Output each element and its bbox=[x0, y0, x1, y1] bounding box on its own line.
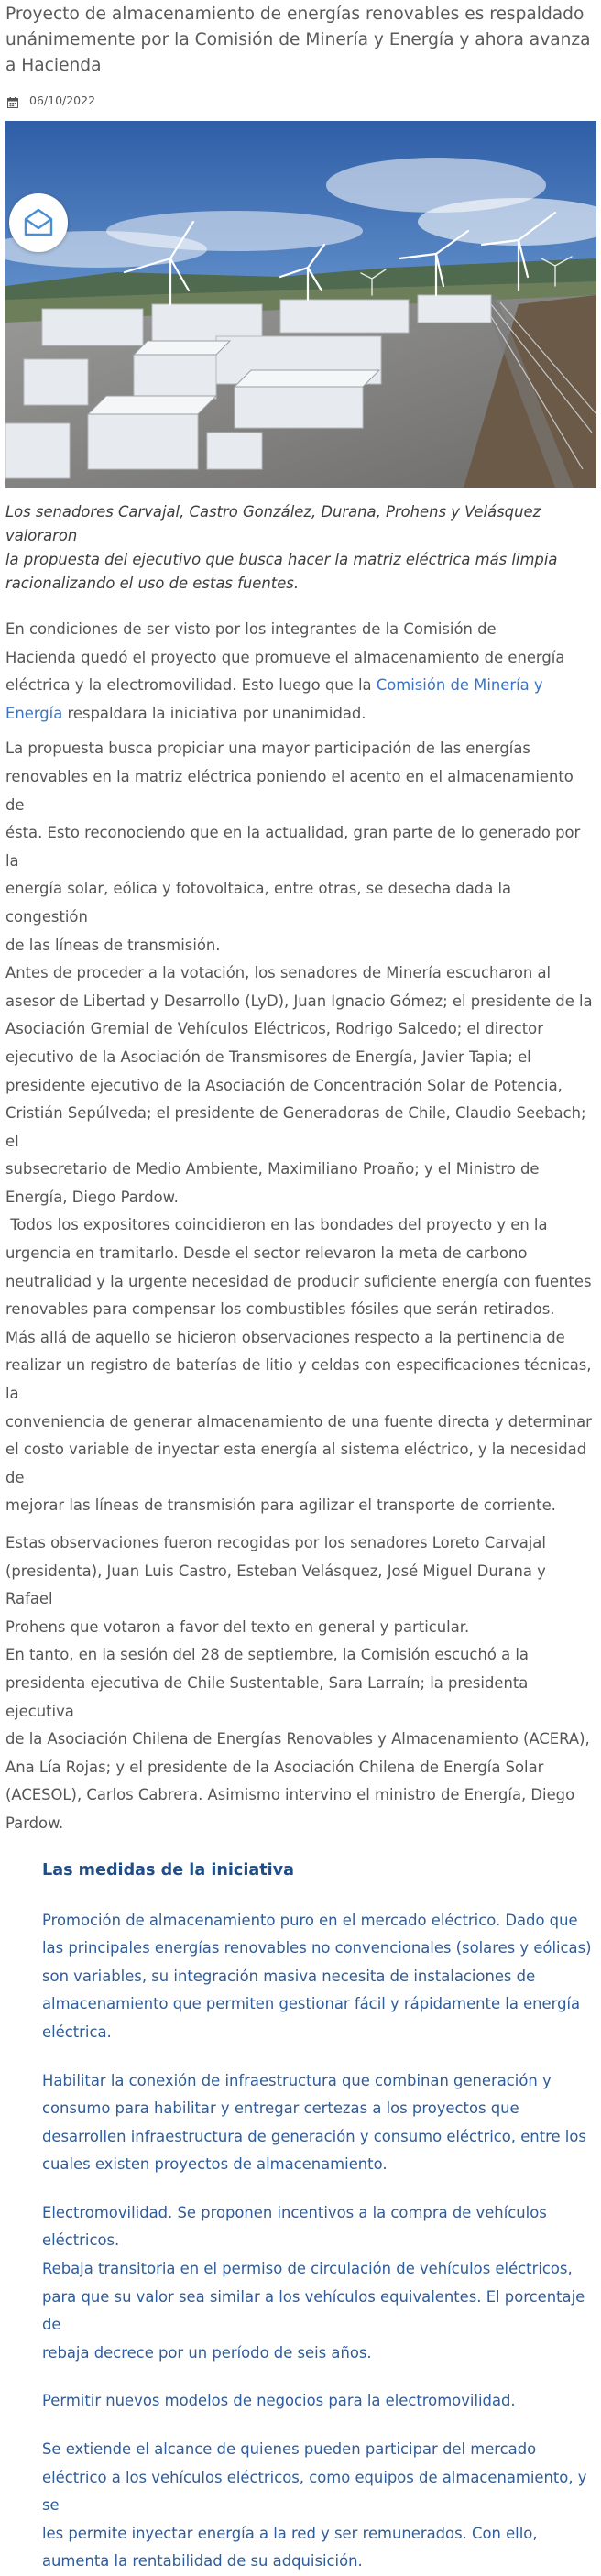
caption-line: la propuesta del ejecutivo que busca hacer la matriz eléctrica más limpia bbox=[5, 551, 558, 568]
link-text[interactable]: Energía bbox=[5, 704, 63, 722]
text-line: de las líneas de transmisión. bbox=[5, 936, 221, 954]
text-line: En tanto, en la sesión del 28 de septiembre, la Comisión escuchó a la bbox=[5, 1646, 529, 1664]
text-line: Más allá de aquello se hicieron observaciones respecto a la pertinencia de bbox=[5, 1328, 565, 1346]
text-line: Rebaja transitoria en el permiso de circulación de vehículos eléctricos, bbox=[42, 2260, 573, 2278]
text-line: de la Asociación Chilena de Energías Renovables y Almacenamiento (ACERA), bbox=[5, 1730, 590, 1748]
text-line: presidente ejecutivo de la Asociación de Concentración Solar de Potencia, bbox=[5, 1076, 563, 1094]
text-line: mejorar las líneas de transmisión para agilizar el transporte de corriente. bbox=[5, 1496, 556, 1515]
title-line: unánimemente por la Comisión de Minería y Energía y ahora avanza bbox=[5, 30, 591, 49]
measure-item bbox=[42, 2436, 592, 2576]
text-line: Estas observaciones fueron recogidas por los senadores Loreto Carvajal bbox=[5, 1534, 546, 1551]
publish-date: 06/10/2022 bbox=[29, 93, 96, 107]
text-line: cuales existen proyectos de almacenamiento. bbox=[42, 2155, 388, 2174]
text-line: Promoción de almacenamiento puro en el mercado eléctrico. Dado que bbox=[42, 1911, 578, 1929]
text-line: respaldara la iniciativa por unanimidad. bbox=[62, 704, 366, 722]
text-line: el costo variable de inyectar esta energía al sistema eléctrico, y la necesidad de bbox=[5, 1441, 587, 1486]
text-line: son variables, su integración masiva necesita de instalaciones de bbox=[42, 1967, 536, 1985]
text-line: Ana Lía Rojas; y el presidente de la Asociación Chilena de Energía Solar bbox=[5, 1758, 544, 1776]
text-line: ejecutivo de la Asociación de Transmisores de Energía, Javier Tapia; el bbox=[5, 1047, 531, 1066]
text-line: Se extiende el alcance de quienes pueden participar del mercado bbox=[42, 2440, 537, 2459]
text-line: (ACESOL), Carlos Cabrera. Asimismo intervino el ministro de Energía, Diego bbox=[5, 1786, 575, 1804]
text-line: almacenamiento que permiten gestionar fácil y rápidamente la energía bbox=[42, 1995, 581, 2013]
share-email-button[interactable] bbox=[9, 193, 68, 252]
text-line: Asociación Gremial de Vehículos Eléctricos, Rodrigo Salcedo; el director bbox=[5, 1020, 543, 1038]
text-line: eléctrica y la electromovilidad. Esto luego que la bbox=[5, 676, 377, 695]
text-line: desarrollen infraestructura de generación y consumo eléctrico, entre los bbox=[42, 2127, 586, 2145]
title-line: Proyecto de almacenamiento de energías renovables es respaldado bbox=[5, 5, 585, 24]
text-line: presidenta ejecutiva de Chile Sustentable, Sara Larraín; la presidenta ejecutiva bbox=[5, 1673, 529, 1720]
paragraph-proposal bbox=[5, 735, 596, 1520]
calendar-icon bbox=[7, 94, 18, 105]
text-line: realizar un registro de baterías de litio y celdas con especificaciones técnicas, la bbox=[5, 1356, 592, 1403]
text-line: Habilitar la conexión de infraestructura que combinan generación y bbox=[42, 2071, 552, 2089]
text-line: Electromovilidad. Se proponen incentivos a la compra de vehículos bbox=[42, 2203, 547, 2221]
text-line: En condiciones de ser visto por los integrantes de la Comisión de bbox=[5, 620, 497, 638]
text-line: Prohens que votaron a favor del texto en general y particular. bbox=[5, 1617, 470, 1636]
text-line: aumenta la rentabilidad de su adquisición. bbox=[42, 2552, 363, 2571]
text-line: Pardow. bbox=[5, 1814, 64, 1832]
text-line: Todos los expositores coincidieron en las bondades del proyecto y en la bbox=[5, 1216, 548, 1234]
title-line: a Hacienda bbox=[5, 56, 102, 75]
article-title bbox=[0, 0, 601, 79]
text-line: renovables en la matriz eléctrica poniendo el acento en el almacenamiento de bbox=[5, 767, 574, 814]
measure-item bbox=[42, 1907, 592, 2047]
text-line: neutralidad y la urgente necesidad de producir suficiente energía con fuentes bbox=[5, 1272, 592, 1290]
measures-section bbox=[0, 1858, 601, 2576]
text-line: las principales energías renovables no convencionales (solares y eólicas) bbox=[42, 1939, 592, 1957]
text-line: Hacienda quedó el proyecto que promueve el almacenamiento de energía bbox=[5, 648, 565, 666]
text-line: renovables para compensar los combustibles fósiles que serán retirados. bbox=[5, 1300, 555, 1319]
text-line: energía solar, eólica y fotovoltaica, entre otras, se desecha dada la congestión bbox=[5, 880, 512, 926]
paragraph-observations bbox=[5, 1529, 596, 1838]
text-line: Energía, Diego Pardow. bbox=[5, 1188, 179, 1206]
text-line: asesor de Libertad y Desarrollo (LyD), Juan Ignacio Gómez; el presidente de la bbox=[5, 992, 593, 1010]
text-line: subsecretario de Medio Ambiente, Maximiliano Proaño; y el Ministro de bbox=[5, 1160, 540, 1178]
text-line: consumo para habilitar y entregar certezas a los proyectos que bbox=[42, 2099, 519, 2118]
link-text[interactable]: Comisión de Minería y bbox=[376, 676, 543, 695]
text-line: ésta. Esto reconociendo que en la actualidad, gran parte de lo generado por la bbox=[5, 824, 581, 870]
text-line: eléctrica. bbox=[42, 2022, 112, 2041]
email-envelope-icon bbox=[20, 204, 57, 241]
text-line: conveniencia de generar almacenamiento de una fuente directa y determinar bbox=[5, 1412, 592, 1431]
paragraph-intro bbox=[5, 616, 596, 728]
hero-image bbox=[5, 121, 596, 488]
text-line: urgencia en tramitarlo. Desde el sector relevaron la meta de carbono bbox=[5, 1244, 528, 1263]
date-row bbox=[0, 91, 601, 109]
measures-heading: Las medidas de la iniciativa bbox=[42, 1860, 295, 1880]
text-line: eléctrico a los vehículos eléctricos, como equipos de almacenamiento, y se bbox=[42, 2468, 587, 2515]
text-line: les permite inyectar energía a la red y ser remunerados. Con ello, bbox=[42, 2524, 538, 2542]
text-line: para que su valor sea similar a los vehículos equivalentes. El porcentaje de bbox=[42, 2287, 585, 2334]
text-line: eléctricos. bbox=[42, 2231, 120, 2250]
text-line: Permitir nuevos modelos de negocios para la electromovilidad. bbox=[42, 2392, 516, 2410]
text-line: (presidenta), Juan Luis Castro, Esteban Velásquez, José Miguel Durana y Rafael bbox=[5, 1562, 546, 1608]
article-body bbox=[0, 616, 601, 1838]
text-line: La propuesta busca propiciar una mayor participación de las energías bbox=[5, 740, 530, 758]
measure-item bbox=[42, 2199, 592, 2368]
text-line: Cristián Sepúlveda; el presidente de Generadoras de Chile, Claudio Seebach; el bbox=[5, 1104, 586, 1150]
text-line: rebaja decrece por un período de seis años. bbox=[42, 2343, 372, 2362]
measure-item bbox=[42, 2387, 592, 2416]
image-caption bbox=[5, 500, 596, 596]
caption-line: Los senadores Carvajal, Castro González, Durana, Prohens y Velásquez valoraron bbox=[5, 503, 541, 544]
caption-line: racionalizando el uso de estas fuentes. bbox=[5, 575, 300, 592]
text-line: Antes de proceder a la votación, los senadores de Minería escucharon al bbox=[5, 964, 552, 982]
measure-item bbox=[42, 2067, 592, 2179]
